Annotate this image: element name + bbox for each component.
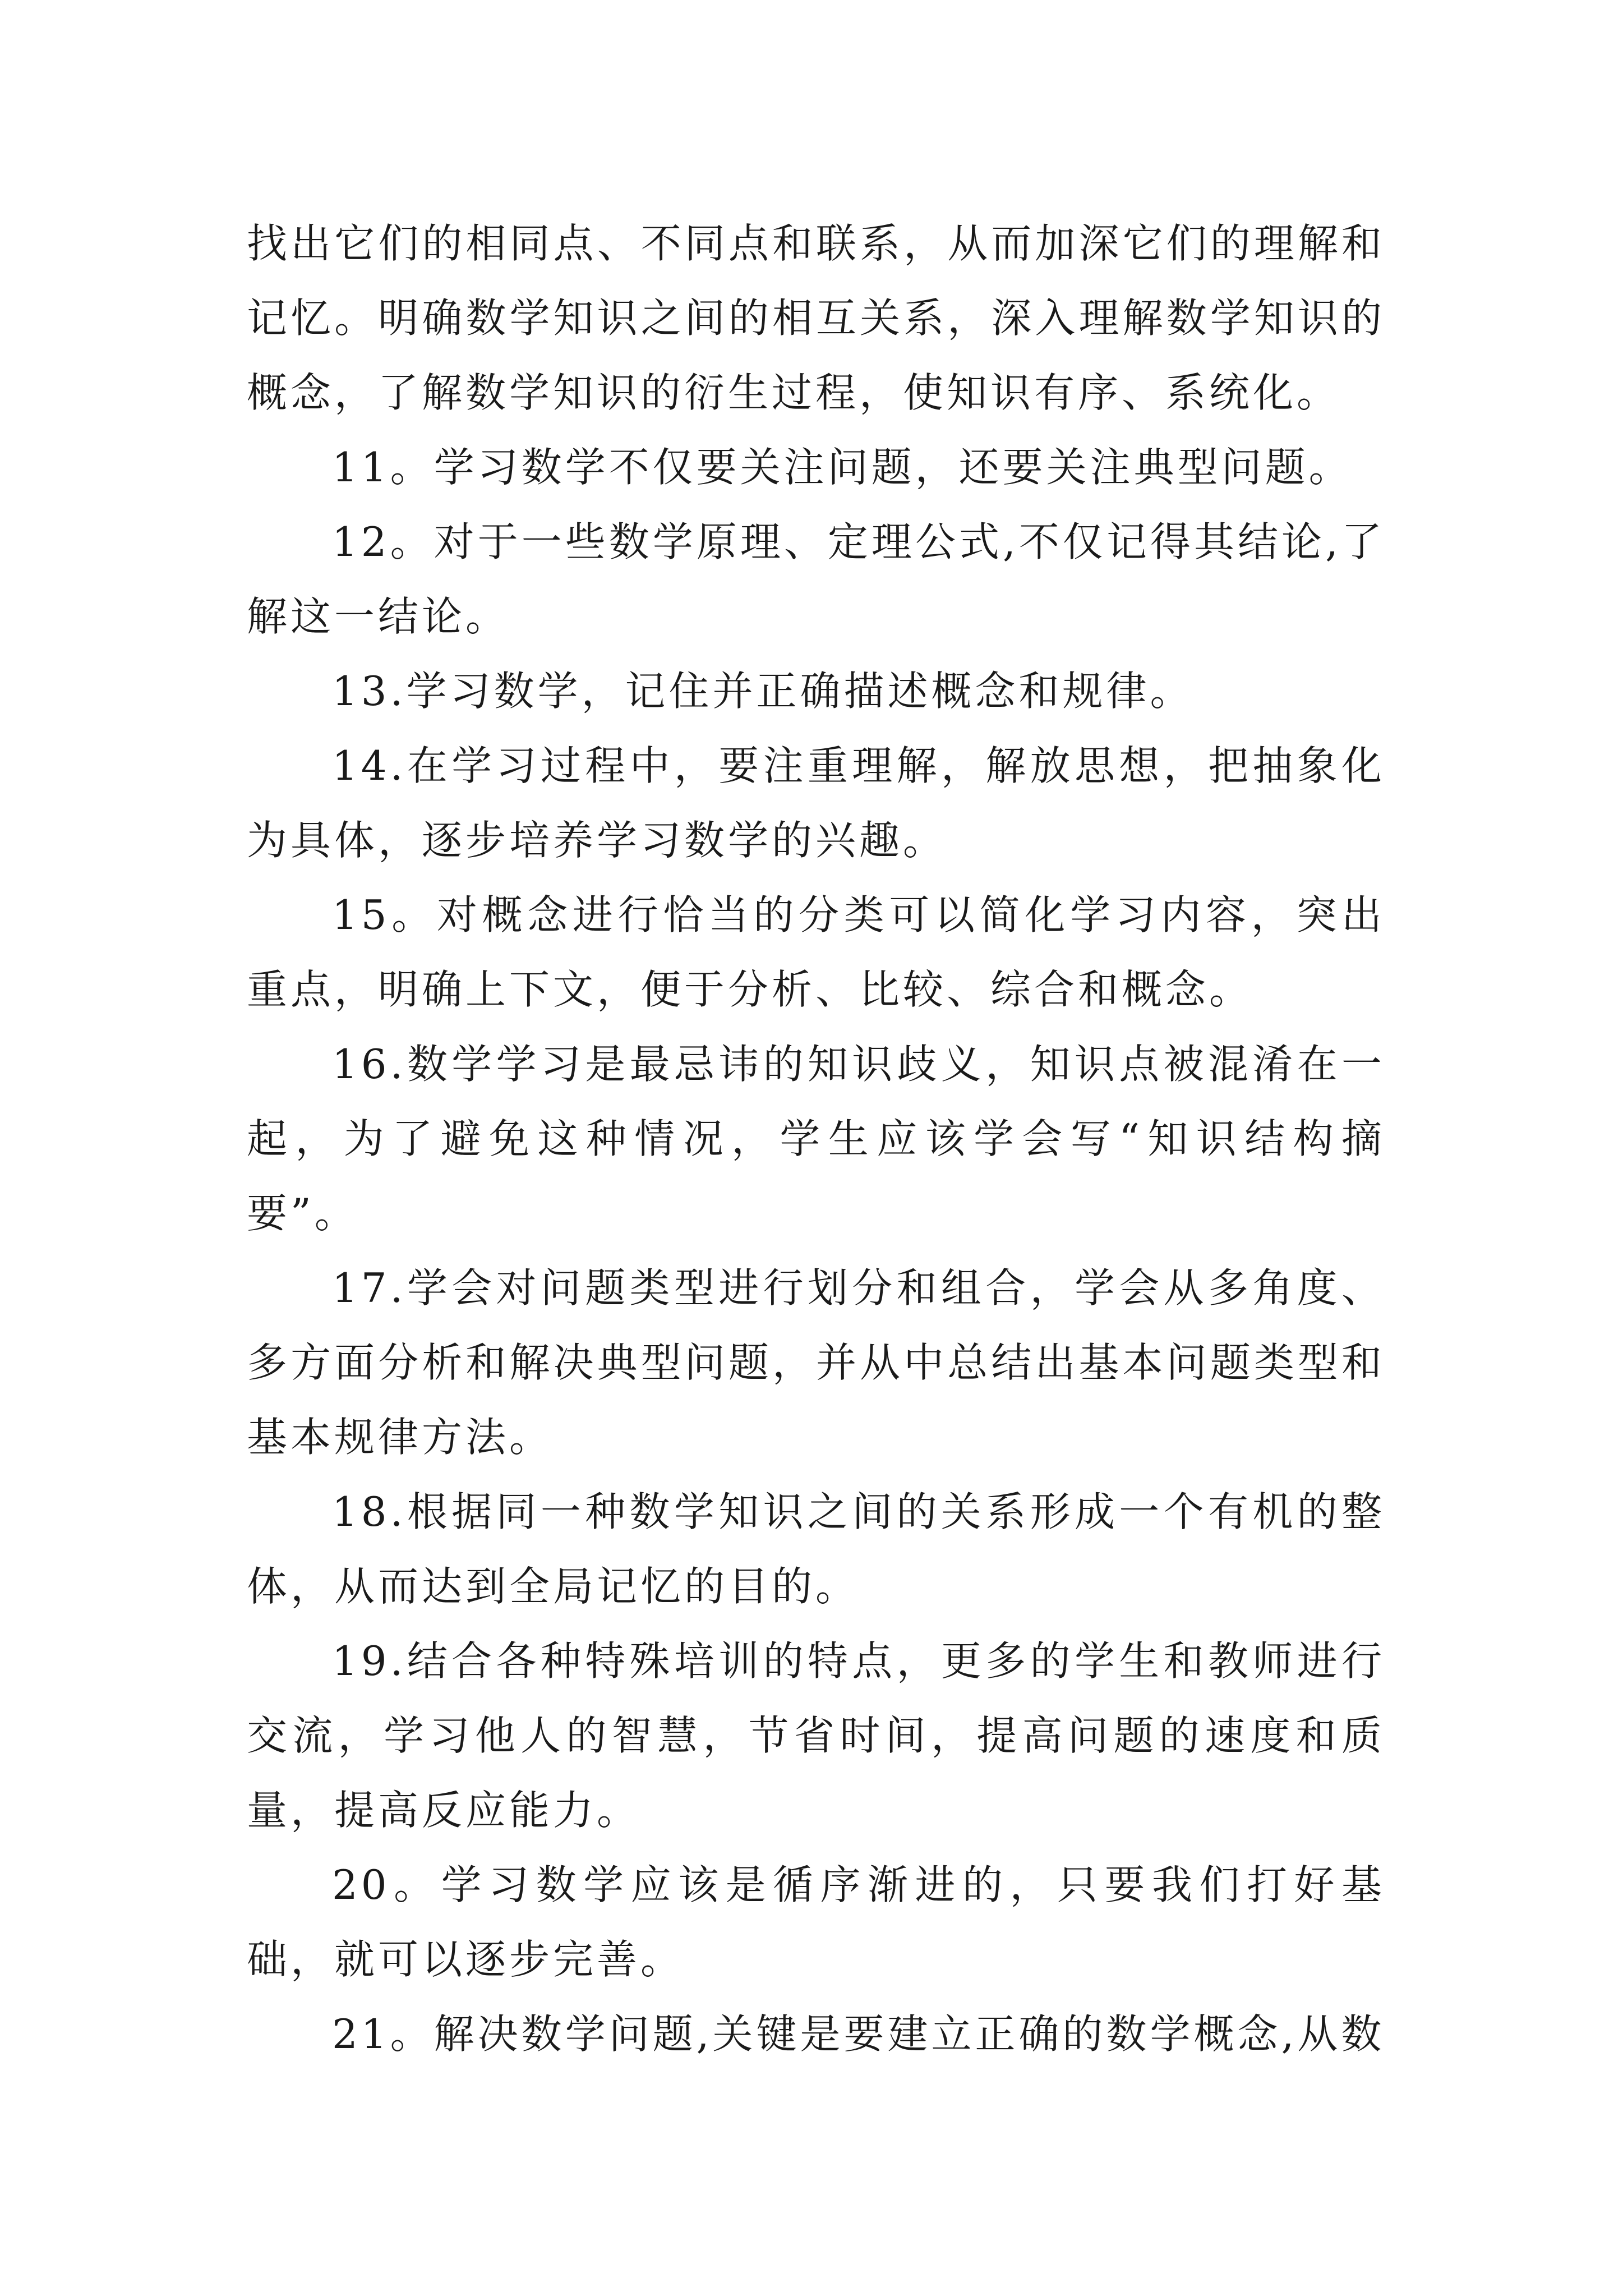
paragraph-item-19: 19.结合各种特殊培训的特点，更多的学生和教师进行交流，学习他人的智慧，节省时间，提高问题的速度和质量，提高反应能力。 [247,1637,1385,1834]
paragraph-item-20: 20。学习数学应该是循序渐进的，只要我们打好基础，就可以逐步完善。 [247,1861,1385,1983]
paragraph-item-13: 13.学习数学，记住并正确描述概念和规律。 [332,668,1194,715]
paragraph-item-12: 12。对于一些数学原理、定理公式,不仅记得其结论,了解这一结论。 [247,518,1385,640]
paragraph-item-17: 17.学会对问题类型进行划分和组合，学会从多角度、多方面分析和解决典型问题，并从中总结出基本问题类型和基本规律方法。 [247,1264,1385,1461]
paragraph-item-21: 21。解决数学问题,关键是要建立正确的数学概念,从数 [332,2010,1385,2058]
paragraph-item-16: 16.数学学习是最忌讳的知识歧义，知识点被混淆在一起，为了避免这种情况，学生应该学会写“知识结构摘要”。 [247,1041,1385,1237]
paragraph-item-14: 14.在学习过程中，要注重理解，解放思想，把抽象化为具体，逐步培养学习数学的兴趣。 [247,742,1385,864]
paragraph-item-11: 11。学习数学不仅要关注问题，还要关注典型问题。 [332,444,1353,491]
paragraph-item-18: 18.根据同一种数学知识之间的关系形成一个有机的整体，从而达到全局记忆的目的。 [247,1488,1385,1610]
paragraph-continuation: 找出它们的相同点、不同点和联系，从而加深它们的理解和记忆。明确数学知识之间的相互关系，深入理解数学知识的概念，了解数学知识的衍生过程，使知识有序、系统化。 [247,220,1385,416]
paragraph-item-15: 15。对概念进行恰当的分类可以简化学习内容，突出重点，明确上下文，便于分析、比较、综合和概念。 [247,891,1385,1013]
document-body [247,206,1385,2072]
